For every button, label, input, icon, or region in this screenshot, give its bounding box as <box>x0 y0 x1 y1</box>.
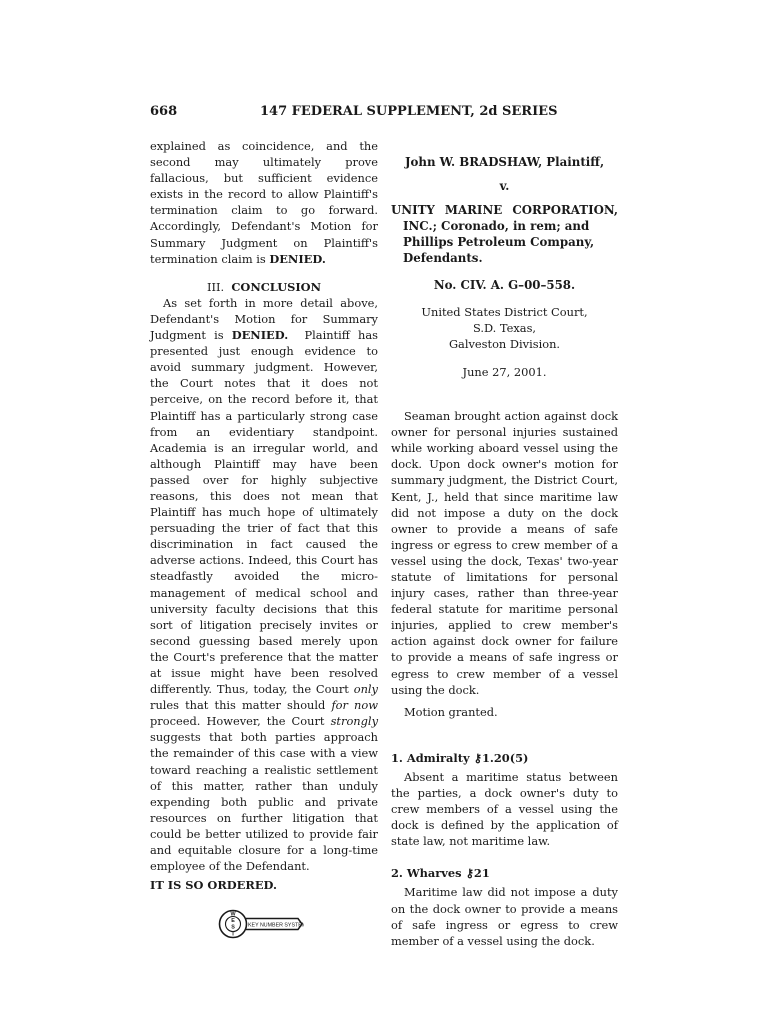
defendants-rest: INC.; Coronado, in rem; and Phillips Petroleum Company, Defendants. <box>403 219 595 266</box>
logo-letter-s: S <box>231 925 235 932</box>
conclusion-text: Plaintiff has presented just enough evidence to avoid summary judgment. However, the Court notes that it does not perceive, on the record before it, that Plaintiff has a particularly strong case from an evidentiary standpoint. Academia is an irregular world, and although Plaintiff may have been passed over for highly subjective reasons, this does not mean that Plaintiff has much hope of ultimately persuading the trier of fact that this discrimination in fact caused the adverse actions. Indeed, this Court has steadfastly avoided the micro-management of medical school and university faculty decisions that this sort of litigation precisely invites or second guessing based merely upon the Court's preference that the matter at issue might have been resolved differently. Thus, today, the Court <box>150 328 378 697</box>
logo-letter-t: T <box>231 931 235 938</box>
synopsis: Seaman brought action against dock owner for personal injuries sustained while working aboard vessel using the dock. Upon dock owner's motion for summary judgment, the District Court, Kent, J., held that since maritime law did not impose a duty on the dock owner to provide a means of safe ingress or egress to crew member of a vessel using the dock, Texas' two-year statute of limitations for personal injury cases, rather than three-year federal statute for maritime personal injuries, applied to crew member's action against dock owner for failure to provide a means of safe ingress or egress to crew member of a vessel using the dock. <box>391 409 618 697</box>
court-district: S.D. Texas, <box>472 320 537 335</box>
reporter-series: 147 FEDERAL SUPPLEMENT, 2d SERIES <box>260 104 558 119</box>
headnote-topic: 1. Admiralty <box>391 750 470 765</box>
denied-ruling: DENIED. <box>269 251 326 266</box>
key-number: 1.20(5) <box>481 750 529 765</box>
plaintiff-line: John W. BRADSHAW, Plaintiff, <box>404 155 605 169</box>
headnote-topic: 2. Wharves <box>391 866 462 881</box>
headnote-text: Absent a maritime status between the parties, a dock owner's duty to crew members of a vessel using the dock is defined by the application of state law, not maritime law. <box>391 769 618 849</box>
opening-paragraph <box>150 138 378 267</box>
headnote <box>391 865 618 948</box>
conclusion-text: proceed. However, the Court <box>150 714 325 729</box>
logo-letter-w: W <box>230 911 236 918</box>
key-icon: ⚷ <box>473 750 482 765</box>
opening-paragraph-text: explained as coincidence, and the second may ultimately prove fallacious, but sufficient evidence exists in the record to allow Plaintiff's termination claim to go forward. Accordingly, Defendant's Motion for Summary Judgment on Plaintiff's termination claim is <box>150 139 378 266</box>
case-number: No. CIV. A. G–00–558. <box>433 277 576 292</box>
emphasis-strongly: strongly <box>330 714 379 729</box>
court-division: Galveston Division. <box>448 336 561 351</box>
headnote-label <box>391 750 618 766</box>
defendant-word: MARINE <box>444 203 503 218</box>
defendant-word: CORPORATION, <box>512 203 618 218</box>
key-number: 21 <box>473 866 490 881</box>
running-header <box>150 104 618 124</box>
emphasis-for-now: for now <box>331 698 378 713</box>
logo-text: KEY NUMBER SYSTEM <box>248 922 304 929</box>
case-caption <box>391 154 618 293</box>
page-number: 668 <box>150 104 178 119</box>
disposition: Motion granted. <box>404 704 498 719</box>
key-icon: ⚷ <box>465 866 474 881</box>
headnote <box>391 750 618 850</box>
conclusion-text: suggests that both parties approach the remainder of this case with a view toward reaching a realistic settlement of this matter, rather than unduly expending both public and private resources on further litigation that could be better utilized to provide fair and equitable closure for a long-time employee of the Defendant. <box>150 730 378 874</box>
headnote-text: Maritime law did not impose a duty on the dock owner to provide a means of safe ingress or egress to crew member of a vessel using the dock. <box>391 885 618 948</box>
defendant-word: UNITY <box>391 203 435 218</box>
court-name: United States District Court, <box>421 304 588 319</box>
headnote-label <box>391 865 618 881</box>
conclusion-paragraph <box>150 295 378 874</box>
left-column <box>150 138 378 945</box>
logo-letter-e: E <box>231 918 235 925</box>
emphasis-only: only <box>353 682 378 697</box>
so-ordered: IT IS SO ORDERED. <box>150 878 277 893</box>
west-key-number-logo-icon <box>218 907 304 941</box>
conclusion-denied: DENIED. <box>231 328 289 343</box>
right-column <box>391 138 618 949</box>
conclusion-text: rules that this matter should <box>150 698 326 713</box>
decision-date: June 27, 2001. <box>462 364 547 379</box>
conclusion-text: As set forth in more detail above, Defendant's Motion for Summary Judgment is <box>150 295 378 343</box>
defendants-first-line <box>391 202 618 218</box>
section-title: CONCLUSION <box>231 279 322 294</box>
section-number: III. <box>206 279 225 294</box>
section-heading <box>150 279 378 295</box>
versus-line: v. <box>499 179 510 194</box>
